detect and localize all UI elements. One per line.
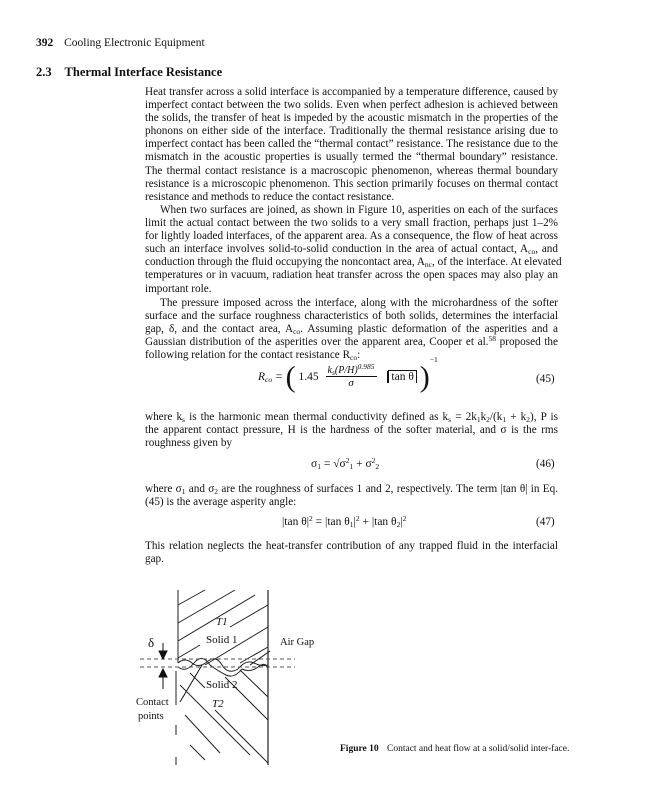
text-line: resistance is a microscopic phenomenon. This section primarily focuses on thermal contact — [145, 177, 558, 190]
eq45-tan-theta: tan θ — [388, 370, 416, 383]
text-line: conduction through the fluid occupying the noncontact area, $A_{nc}$, of the interface. At elevated — [145, 256, 562, 270]
equation-number-47: (47) — [536, 516, 555, 528]
eq45-close-paren: ) — [419, 360, 430, 394]
figure-caption-label: Figure 10 — [340, 744, 379, 754]
text-line: following relation for the contact resistance $R_{co}$: — [145, 349, 361, 363]
label-t1: T1 — [216, 616, 228, 628]
text-line: where $\sigma_1$ and $\sigma_2$ are the roughness of surfaces 1 and 2, respectively. The term |tan θ| in Eq. — [145, 483, 558, 496]
label-solid-2: Solid 2 — [206, 679, 238, 691]
eq45-lhs: $R_{co}$ = — [258, 371, 283, 384]
text-line: roughness given by — [145, 437, 233, 450]
figure-caption — [340, 743, 570, 756]
text-line: where $k_s$ is the harmonic mean thermal conductivity defined as $k_s = 2k_1k_2/(k_1 + k_2)$, P is — [145, 411, 559, 424]
text-line: phonons on either side of the interface. Traditionally the thermal resistance arising due to — [145, 125, 558, 138]
text-line: imperfect contact between the two solids. Even when perfect adhesion is achieved between — [145, 99, 558, 112]
text-line: important role. — [145, 282, 212, 295]
running-title: Cooling Electronic Equipment — [64, 37, 205, 49]
label-points: points — [138, 711, 164, 722]
text-line: limit the actual contact between the two solids to a very small fraction, perhaps just 1–2% — [145, 217, 558, 230]
text-line: for lightly loaded interfaces, of the apparent area. As a consequence, the flow of heat across — [145, 230, 558, 243]
text-line: temperatures or in vacuum, radiation heat transfer across the open spaces may also play an — [145, 269, 558, 282]
text-line: (45) is the average asperity angle: — [145, 496, 297, 509]
text-line: such an interface involves solid-to-solid conduction in the area of actual contact, $A_{co}$, and — [145, 243, 558, 257]
section-heading — [36, 65, 222, 80]
paragraph-intro — [145, 86, 558, 204]
text-line: imperfect contact has been called the “thermal contact” resistance. The resistance due to the — [145, 138, 558, 151]
label-air-gap: Air Gap — [280, 637, 315, 648]
paragraph-neglect — [145, 540, 558, 566]
text-line: mismatch in the acoustic properties is usually termed the “thermal boundary” resistance. — [145, 151, 558, 164]
label-solid-1: Solid 1 — [206, 634, 238, 646]
paragraph-definitions — [145, 411, 558, 450]
label-contact: Contact — [136, 697, 169, 708]
eq45-fraction — [326, 362, 377, 390]
text-line: gap. — [145, 553, 164, 566]
eq45-coefficient: 1.45 — [298, 371, 319, 383]
label-t2: T2 — [212, 698, 224, 710]
text-line: This relation neglects the heat-transfer contribution of any trapped fluid in the interfacial — [145, 540, 558, 552]
equation-46: $\sigma_1 = √\sigma^2_1 + \sigma^2_2$ — [311, 456, 380, 471]
eq45-denominator: σ — [348, 377, 354, 390]
text-line: surface and the surface roughness characteristics of both solids, determines the interfacial — [145, 310, 558, 323]
text-line: Heat transfer across a solid interface is accompanied by a temperature difference, caused by — [145, 86, 558, 98]
paragraph-asperities — [145, 204, 562, 296]
page-number: 392 — [36, 37, 54, 49]
equation-45 — [258, 355, 438, 394]
text-line: The pressure imposed across the interface, along with the microhardness of the softer — [160, 297, 558, 309]
paragraph-pressure — [145, 297, 558, 362]
gap-arrows — [159, 643, 167, 689]
paragraph-roughness — [145, 483, 558, 509]
equation-number-45: (45) — [536, 373, 555, 385]
text-line: Gaussian distribution of the asperities over the apparent area, Cooper et al.$^{58}$ proposed the — [145, 334, 558, 349]
air-gap-pointer — [250, 651, 270, 665]
text-line: When two surfaces are joined, as shown in Figure 10, asperities on each of the surfaces — [160, 204, 558, 216]
section-number: 2.3 — [36, 65, 52, 79]
equation-number-46: (46) — [536, 458, 555, 470]
eq45-numerator: $k_s(P/H)^{0.985}$ — [327, 362, 375, 378]
text-line: resistance and methods to reduce the contact resistance. — [145, 190, 395, 203]
label-delta: δ — [148, 635, 155, 650]
running-header — [36, 37, 205, 49]
text-line: the apparent contact pressure, H is the hardness of the softer material, and σ is the rms — [145, 424, 558, 437]
eq45-open-paren: ( — [285, 360, 296, 394]
figure-10-diagram — [130, 585, 315, 775]
section-title: Thermal Interface Resistance — [64, 65, 223, 79]
equation-47: |tan $\theta|^2 = |\tan$ $\theta_1|^2 + |\tan$ $\theta_2|^2$ — [282, 514, 407, 529]
figure-caption-text: Contact and heat flow at a solid/solid inter-face. — [387, 744, 570, 754]
text-line: gap, δ, and the contact area, $A_{co}$. Assuming plastic deformation of the asperities and a — [145, 323, 558, 337]
eq45-exponent: −1 — [429, 355, 438, 364]
text-line: The thermal contact resistance is a macroscopic phenomenon, whereas thermal boundary — [145, 164, 558, 177]
text-line: the solids, the transfer of heat is impeded by the acoustic mismatch in the properties of the — [145, 112, 558, 125]
